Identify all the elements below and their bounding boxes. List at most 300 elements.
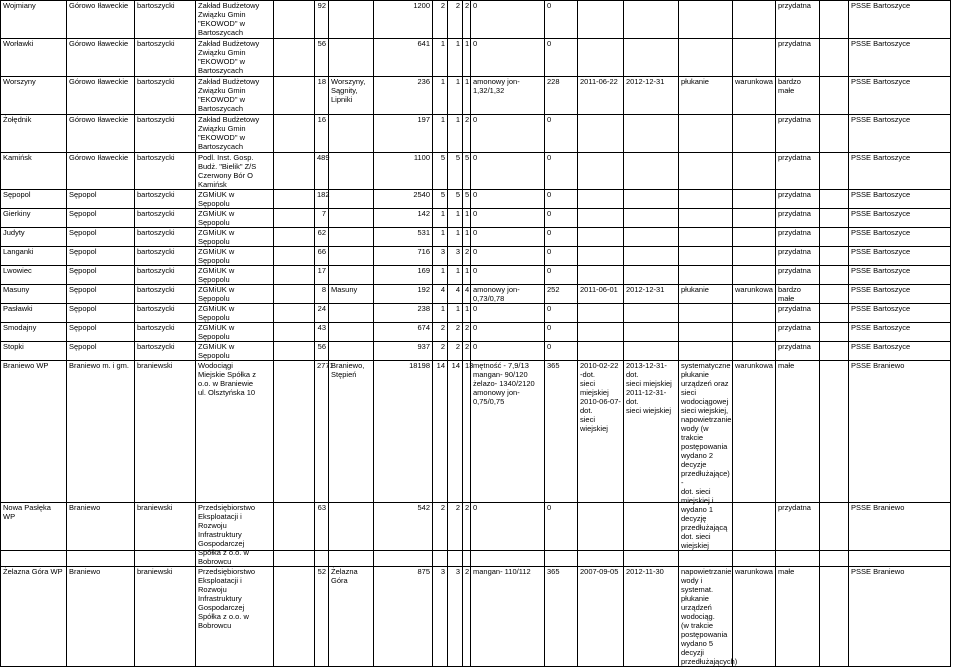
table-cell: PSSE Bartoszyce (849, 153, 951, 190)
table-cell: 2 (463, 1, 471, 39)
table-cell (578, 342, 624, 361)
table-cell: 2 (463, 323, 471, 342)
table-cell: 365 (545, 361, 578, 551)
table-cell: 228 (545, 77, 578, 115)
table-cell: 2 (463, 567, 471, 667)
table-cell (820, 266, 849, 285)
table-cell (274, 190, 315, 209)
table-cell (679, 342, 733, 361)
table-cell: 43 (315, 323, 329, 342)
table-cell (578, 323, 624, 342)
table-cell (733, 304, 776, 323)
table-cell: Lwowiec (1, 266, 67, 285)
table-cell: Zakład Budżetowy Związku Gmin "EKOWOD" w Bartoszycach (196, 77, 274, 115)
table-cell: przydatna (776, 190, 820, 209)
table-cell: PSSE Bartoszyce (849, 228, 951, 247)
table-cell (274, 39, 315, 77)
table-cell: ZGMiUK w Sępopolu (196, 209, 274, 228)
table-cell: Przedsiębiorstwo Eksploatacji i Rozwoju Infrastruktury Gospodarczej Spółka z o.o. w Bobrowcu (196, 567, 274, 667)
table-cell: PSSE Bartoszyce (849, 323, 951, 342)
table-cell: 0 (545, 153, 578, 190)
table-cell: 16 (315, 115, 329, 153)
table-cell: 197 (374, 115, 433, 153)
table-cell: bartoszycki (135, 228, 196, 247)
table-cell (329, 503, 374, 567)
table-cell (624, 39, 679, 77)
table-cell: 1 (463, 266, 471, 285)
table-cell: 52 (315, 567, 329, 667)
table-cell: 2 (433, 503, 448, 567)
table-cell: ZGMiUK w Sępopolu (196, 323, 274, 342)
table-cell: 2 (463, 503, 471, 567)
table-cell: 875 (374, 567, 433, 667)
table-cell: 0 (471, 247, 545, 266)
table-cell: 192 (374, 285, 433, 304)
table-cell (733, 247, 776, 266)
table-cell: 531 (374, 228, 433, 247)
table-cell (679, 209, 733, 228)
table-cell (820, 77, 849, 115)
table-cell: 0 (471, 190, 545, 209)
table-row (1, 1, 951, 39)
table-cell (329, 209, 374, 228)
table-cell (274, 209, 315, 228)
table-cell (578, 304, 624, 323)
table-cell: Judyty (1, 228, 67, 247)
table-cell (274, 266, 315, 285)
table-cell: 1 (448, 228, 463, 247)
table-cell: Gierkiny (1, 209, 67, 228)
table-cell (624, 153, 679, 190)
table-cell: Smodajny (1, 323, 67, 342)
table-cell: 0 (545, 1, 578, 39)
table-row (1, 228, 951, 247)
table-cell (624, 115, 679, 153)
table-row (1, 266, 951, 285)
table-cell (679, 247, 733, 266)
table-cell (733, 190, 776, 209)
table-cell (624, 342, 679, 361)
table-cell (274, 503, 315, 567)
table-cell: płukanie (679, 285, 733, 304)
table-cell: 489 (315, 153, 329, 190)
table-cell: bartoszycki (135, 266, 196, 285)
table-cell (329, 115, 374, 153)
table-cell: Worławki (1, 39, 67, 77)
table-cell: warunkowa (733, 285, 776, 304)
table-cell (733, 115, 776, 153)
table-cell (274, 1, 315, 39)
table-cell: systematyczne płukanie urządzeń oraz sieci wodociągowej sieci wiejskiej, napowietrzanie wody (w trakcie postępowania wydano 2 decyzje przedłużające) - dot. sieci miejskiej i wydano 1 decyzję przedłużającą dot. sieci wiejskiej (679, 361, 733, 551)
table-cell: mętność - 7,9/13 mangan- 90/120 żelazo- 1340/2120 amonowy jon- 0,75/0,75 (471, 361, 545, 551)
table-cell: 1 (448, 209, 463, 228)
table-cell: 17 (315, 266, 329, 285)
table-cell: Zakład Budżetowy Związku Gmin "EKOWOD" w Bartoszycach (196, 115, 274, 153)
table-cell: 641 (374, 39, 433, 77)
table-cell (820, 247, 849, 266)
table-cell (733, 342, 776, 361)
table-cell: Górowo Iławeckie (67, 153, 135, 190)
table-cell: 2 (448, 342, 463, 361)
table-cell: bartoszycki (135, 190, 196, 209)
table-cell: 63 (315, 503, 329, 567)
table-cell: PSSE Bartoszyce (849, 115, 951, 153)
table-cell: Górowo Iławeckie (67, 77, 135, 115)
table-cell: ZGMiUK w Sępopolu (196, 342, 274, 361)
table-cell (820, 323, 849, 342)
table-cell (820, 567, 849, 667)
table-cell: 3 (448, 247, 463, 266)
table-cell: 0 (471, 115, 545, 153)
table-cell: Kamińsk (1, 153, 67, 190)
table-row (1, 153, 951, 190)
table-cell: Górowo Iławeckie (67, 39, 135, 77)
table-cell: Sępopol (67, 323, 135, 342)
table-cell: bartoszycki (135, 323, 196, 342)
table-row (1, 285, 951, 304)
table-cell (578, 228, 624, 247)
table-cell: Braniewo (67, 503, 135, 567)
table-cell: 2010-02-22 -dot. sieci miejskiej 2010-06-07-dot. sieci wiejskiej (578, 361, 624, 551)
table-cell: 5 (448, 153, 463, 190)
table-cell: PSSE Braniewo (849, 361, 951, 551)
table-cell: PSSE Bartoszyce (849, 285, 951, 304)
table-cell: 4 (448, 285, 463, 304)
table-cell: 0 (545, 115, 578, 153)
table-cell (329, 323, 374, 342)
table-cell (679, 115, 733, 153)
table-cell: ZGMiUK w Sępopolu (196, 285, 274, 304)
table-cell: Masuny (329, 285, 374, 304)
table-cell: 2012-11-30 (624, 567, 679, 667)
table-cell: 1 (433, 77, 448, 115)
table-cell: braniewski (135, 361, 196, 551)
table-cell: Sępopol (67, 285, 135, 304)
table-cell (820, 1, 849, 39)
table-cell: Sępopol (67, 304, 135, 323)
table-cell: 716 (374, 247, 433, 266)
table-cell (820, 304, 849, 323)
table-cell: 0 (471, 342, 545, 361)
table-cell: 1 (433, 228, 448, 247)
table-cell (624, 503, 679, 567)
table-cell: PSSE Braniewo (849, 503, 951, 567)
table-cell: PSSE Braniewo (849, 567, 951, 667)
table-cell (274, 153, 315, 190)
table-cell: 2 (448, 323, 463, 342)
table-cell: przydatna (776, 115, 820, 153)
table-cell: 1 (448, 304, 463, 323)
table-cell: 0 (471, 323, 545, 342)
table-cell: 1 (448, 266, 463, 285)
table-cell: 92 (315, 1, 329, 39)
table-cell (578, 503, 624, 567)
table-cell: braniewski (135, 567, 196, 667)
table-cell: 3 (448, 567, 463, 667)
table-cell: Zakład Budżetowy Związku Gmin "EKOWOD" w Bartoszycach (196, 1, 274, 39)
table-cell (274, 247, 315, 266)
table-cell: Langanki (1, 247, 67, 266)
table-cell: warunkowa (733, 77, 776, 115)
table-cell: 5 (463, 153, 471, 190)
table-cell (679, 503, 733, 567)
table-cell: 0 (471, 153, 545, 190)
table-cell: 2 (448, 503, 463, 567)
table-cell: 252 (545, 285, 578, 304)
table-cell: 0 (471, 266, 545, 285)
table-cell: bardzo małe (776, 285, 820, 304)
table-cell: 13 (463, 361, 471, 551)
table-cell: Worszyny, Sągnity, Lipniki (329, 77, 374, 115)
table-cell: Worszyny (1, 77, 67, 115)
table-cell: 0 (471, 228, 545, 247)
table-cell: 365 (545, 567, 578, 667)
table-cell (274, 77, 315, 115)
table-cell: 5 (433, 190, 448, 209)
table-row (1, 209, 951, 228)
table-cell: Górowo Iławeckie (67, 1, 135, 39)
table-cell (679, 228, 733, 247)
table-cell: braniewski (135, 503, 196, 567)
table-cell: 1 (448, 115, 463, 153)
table-cell: 4 (433, 285, 448, 304)
table-cell (274, 115, 315, 153)
table-cell (624, 228, 679, 247)
table-cell: 5 (463, 190, 471, 209)
table-cell: 24 (315, 304, 329, 323)
table-cell (274, 342, 315, 361)
table-cell: 1 (463, 228, 471, 247)
table-cell (578, 39, 624, 77)
table-cell: warunkowa (733, 567, 776, 667)
table-cell: Żołędnik (1, 115, 67, 153)
table-row (1, 77, 951, 115)
table-cell (679, 323, 733, 342)
table-cell: Sępopol (67, 209, 135, 228)
table-cell: przydatna (776, 503, 820, 567)
table-cell: Żelazna Góra (329, 567, 374, 667)
table-cell (329, 342, 374, 361)
table-cell (329, 153, 374, 190)
table-row (1, 115, 951, 153)
table-cell (624, 304, 679, 323)
table-cell: małe (776, 567, 820, 667)
table-cell: 1 (463, 77, 471, 115)
table-cell: 1100 (374, 153, 433, 190)
table-cell: 238 (374, 304, 433, 323)
table-cell: Nowa Pasłęka WP (1, 503, 67, 567)
table-cell: 0 (545, 247, 578, 266)
table-cell: 1 (448, 39, 463, 77)
table-cell: 0 (545, 503, 578, 567)
table-cell: 8 (315, 285, 329, 304)
table-cell: Pasławki (1, 304, 67, 323)
table-cell: przydatna (776, 209, 820, 228)
table-cell: 2540 (374, 190, 433, 209)
table-cell: Sępopol (67, 342, 135, 361)
table-cell: amonowy jon- 1,32/1,32 (471, 77, 545, 115)
table-cell: 2 (433, 323, 448, 342)
table-cell: bartoszycki (135, 285, 196, 304)
table-cell: 7 (315, 209, 329, 228)
table-cell: przydatna (776, 228, 820, 247)
table-cell (329, 190, 374, 209)
table-cell: bartoszycki (135, 247, 196, 266)
table-cell: PSSE Bartoszyce (849, 39, 951, 77)
table-cell: Wodociągi Miejskie Spółka z o.o. w Braniewie ul. Olsztyńska 10 (196, 361, 274, 551)
table-cell (733, 153, 776, 190)
table-cell: małe (776, 361, 820, 551)
table-row (1, 39, 951, 77)
table-cell: Sępopol (67, 247, 135, 266)
table-cell: PSSE Bartoszyce (849, 342, 951, 361)
table-cell: mangan- 110/112 (471, 567, 545, 667)
table-cell: 62 (315, 228, 329, 247)
table-cell (274, 228, 315, 247)
table-cell (733, 228, 776, 247)
table-cell: PSSE Bartoszyce (849, 77, 951, 115)
table-cell: bartoszycki (135, 1, 196, 39)
table-cell: przydatna (776, 153, 820, 190)
table-cell: 2012-12-31 (624, 285, 679, 304)
table-cell: 0 (471, 209, 545, 228)
table-cell: 2011-06-22 (578, 77, 624, 115)
table-cell (329, 228, 374, 247)
table-cell (274, 323, 315, 342)
table-cell (733, 1, 776, 39)
table-cell (733, 209, 776, 228)
table-cell (820, 209, 849, 228)
table-cell: 1 (433, 304, 448, 323)
table-cell: Braniewo (67, 567, 135, 667)
table-cell: 0 (471, 503, 545, 567)
table-cell: 182 (315, 190, 329, 209)
table-cell: przydatna (776, 266, 820, 285)
table-cell: przydatna (776, 39, 820, 77)
table-cell: Braniewo WP (1, 361, 67, 551)
table-cell (274, 567, 315, 667)
table-cell: bartoszycki (135, 342, 196, 361)
table-cell: 0 (471, 1, 545, 39)
table-cell: 2 (433, 342, 448, 361)
table-cell: płukanie (679, 77, 733, 115)
table-cell: 66 (315, 247, 329, 266)
table-cell: Zakład Budżetowy Związku Gmin "EKOWOD" w Bartoszycach (196, 39, 274, 77)
table-cell (679, 153, 733, 190)
table-cell: amonowy jon- 0,73/0,78 (471, 285, 545, 304)
table-cell: 937 (374, 342, 433, 361)
table-row (1, 567, 951, 667)
table-cell: ZGMiUK w Sępopolu (196, 304, 274, 323)
table-cell: 0 (545, 228, 578, 247)
table-cell: bartoszycki (135, 115, 196, 153)
table-cell: 0 (545, 304, 578, 323)
table-cell: przydatna (776, 247, 820, 266)
table-cell (733, 323, 776, 342)
table-cell: 0 (545, 266, 578, 285)
table-cell: 2 (463, 247, 471, 266)
table-cell: ZGMiUK w Sępopolu (196, 266, 274, 285)
table-cell (733, 266, 776, 285)
table-cell: 0 (471, 304, 545, 323)
table-cell (820, 115, 849, 153)
table-cell: PSSE Bartoszyce (849, 190, 951, 209)
table-cell (274, 304, 315, 323)
table-cell: 142 (374, 209, 433, 228)
table-cell: 1 (433, 209, 448, 228)
table-cell: 1 (448, 77, 463, 115)
table-cell: 2011-06-01 (578, 285, 624, 304)
table-cell: 236 (374, 77, 433, 115)
table-cell: 3 (433, 567, 448, 667)
table-cell: 1 (433, 39, 448, 77)
table-cell (820, 39, 849, 77)
table-cell (624, 323, 679, 342)
table-cell: Braniewo m. i gm. (67, 361, 135, 551)
table-cell: 1 (433, 115, 448, 153)
table-cell: 3 (433, 247, 448, 266)
table-cell: 1 (463, 209, 471, 228)
table-cell: PSSE Bartoszyce (849, 304, 951, 323)
table-cell (624, 247, 679, 266)
table-cell: 56 (315, 39, 329, 77)
table-cell: 14 (448, 361, 463, 551)
table-cell: przydatna (776, 1, 820, 39)
table-cell (578, 209, 624, 228)
table-cell: bartoszycki (135, 153, 196, 190)
table-cell: Sępopol (67, 266, 135, 285)
table-cell: 2012-12-31 (624, 77, 679, 115)
table-cell (274, 285, 315, 304)
water-quality-table-continued (0, 502, 951, 667)
table-cell (733, 39, 776, 77)
table-cell: 542 (374, 503, 433, 567)
table-cell: PSSE Bartoszyce (849, 1, 951, 39)
table-cell: ZGMiUK w Sępopolu (196, 190, 274, 209)
table-cell: Podl. Inst. Gosp. Budż. "Bielik" Z/S Czerwony Bór O Kamińsk (196, 153, 274, 190)
table-cell: 0 (545, 209, 578, 228)
table-cell: 2 (463, 115, 471, 153)
table-cell: 1200 (374, 1, 433, 39)
table-cell: Żelazna Góra WP (1, 567, 67, 667)
table-cell: 1 (433, 266, 448, 285)
table-cell: 0 (545, 39, 578, 77)
table-cell: Górowo Iławeckie (67, 115, 135, 153)
table-cell: przydatna (776, 342, 820, 361)
table-cell (329, 247, 374, 266)
table-cell (578, 1, 624, 39)
table-cell (820, 342, 849, 361)
table-cell (329, 266, 374, 285)
table-row (1, 323, 951, 342)
table-cell: Braniewo, Stępień (329, 361, 374, 551)
table-cell: 2771 (315, 361, 329, 551)
table-cell: ZGMiUK w Sępopolu (196, 228, 274, 247)
table-cell: napowietrzanie wody i systemat. płukanie urządzeń wodociąg. (w trakcie postępowania wydano 5 decyzji przedłużających) (679, 567, 733, 667)
table-cell (578, 247, 624, 266)
table-cell (624, 1, 679, 39)
table-cell: 0 (545, 190, 578, 209)
table-row (1, 342, 951, 361)
table-cell: 2013-12-31- dot. sieci miejskiej 2011-12-31- dot. sieci wiejskiej (624, 361, 679, 551)
table-cell (624, 209, 679, 228)
table-cell: przydatna (776, 304, 820, 323)
table-cell (329, 304, 374, 323)
table-cell: 2 (448, 1, 463, 39)
table-cell (578, 153, 624, 190)
table-cell: 18 (315, 77, 329, 115)
table-cell: Sępopol (67, 228, 135, 247)
